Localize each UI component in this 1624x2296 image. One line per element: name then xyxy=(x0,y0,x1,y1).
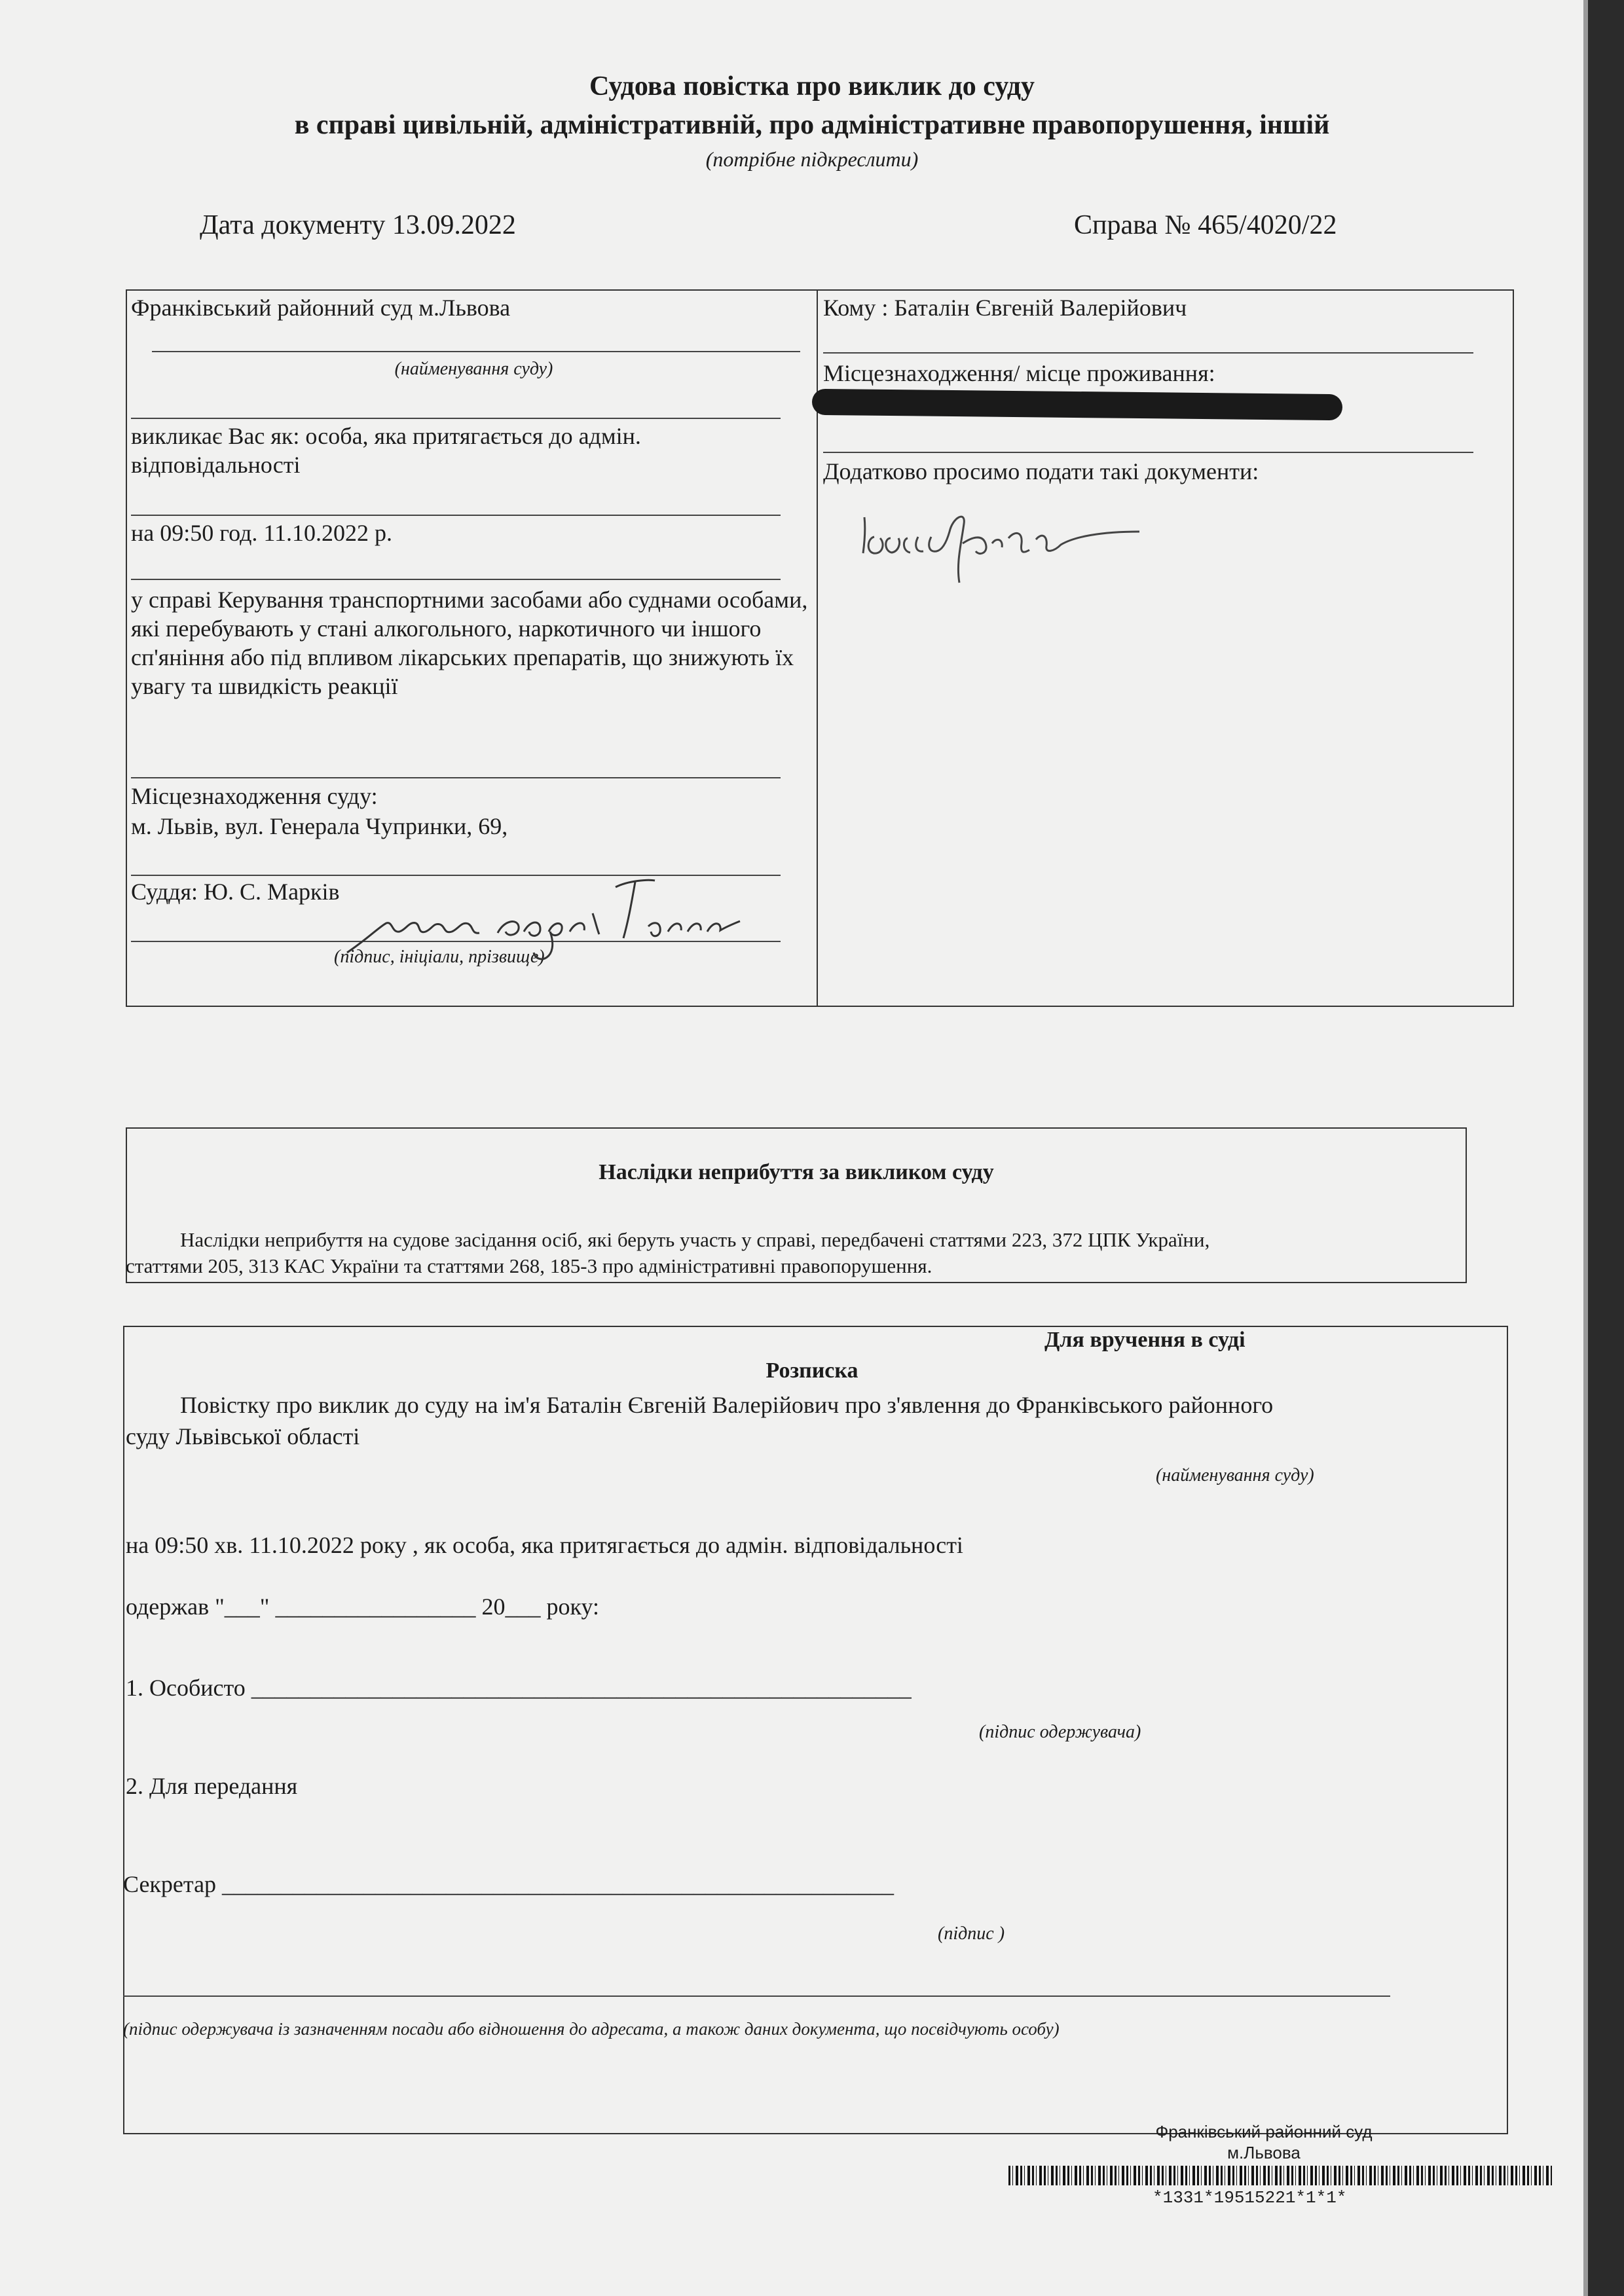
judge-signature-caption: (підпис, ініціали, прізвище) xyxy=(334,947,545,967)
row-divider xyxy=(131,777,781,778)
court-name-underline xyxy=(152,351,800,352)
recipient-name: Кому : Баталін Євгеній Валерійович xyxy=(823,295,1187,321)
court-name: Франківський районний суд м.Львова xyxy=(131,295,511,321)
row-divider xyxy=(131,515,781,516)
address-redaction xyxy=(812,389,1342,420)
receipt-title: Розписка xyxy=(766,1358,858,1383)
receipt-personally-line: 1. Особисто ________________________________________________________ xyxy=(126,1675,912,1701)
handwritten-note xyxy=(851,491,1153,596)
receipt-secretary-line: Секретар _________________________________________________________ xyxy=(123,1871,895,1897)
consequences-text-line2: статтями 205, 313 КАС України та статтями 268, 185-3 про адміністративні правопорушення. xyxy=(126,1254,932,1277)
document-date: Дата документу 13.09.2022 xyxy=(200,210,516,240)
row-divider xyxy=(131,418,781,419)
receipt-for-delivery: Для вручення в суді xyxy=(1044,1328,1246,1352)
row-divider xyxy=(823,452,1473,453)
judge-name: Суддя: Ю. С. Марків xyxy=(131,879,340,905)
receipt-received-line: одержав "___" _________________ 20___ року: xyxy=(126,1594,600,1620)
document-subtitle: в справі цивільній, адміністративній, про адміністративне правопорушення, іншій xyxy=(294,110,1330,140)
consequences-title: Наслідки неприбуття за викликом суду xyxy=(599,1160,994,1184)
case-subject: у справі Керування транспортними засобами або суднами особами, які перебувають у стані алкогольного, наркотичного чи іншого сп'яніння або під впливом лікарських препаратів, що знижують їх увагу та швидкість реакції xyxy=(131,587,808,699)
recipient-underline xyxy=(823,352,1473,354)
document-subtitle-note: (потрібне підкреслити) xyxy=(705,147,919,171)
document-title: Судова повістка про виклик до суду xyxy=(589,71,1035,101)
hearing-time: на 09:50 год. 11.10.2022 р. xyxy=(131,520,393,546)
receipt-footer-caption: (підпис одержувача із зазначенням посади або відношення до адресата, а також даних документа, що посвідчують особу) xyxy=(123,2019,1060,2039)
consequences-text-line1: Наслідки неприбуття на судове засідання осіб, які беруть участь у справі, передбачені статтями 223, 372 ЦПК України, xyxy=(180,1228,1210,1251)
secretary-signature-caption: (підпис ) xyxy=(938,1923,1005,1944)
receipt-for-transfer: 2. Для передання xyxy=(126,1773,298,1799)
barcode-court-line2: м.Львова xyxy=(1227,2143,1301,2162)
row-divider xyxy=(131,579,781,580)
residence-label: Місцезнаходження/ місце проживання: xyxy=(823,360,1215,386)
recipient-signature-caption: (підпис одержувача) xyxy=(979,1722,1141,1742)
barcode-court-line1: Франківський районний суд xyxy=(1155,2122,1373,2141)
receipt-text-line2: суду Львівської області xyxy=(126,1423,360,1449)
receipt-court-caption: (найменування суду) xyxy=(1156,1465,1314,1485)
court-name-caption: (найменування суду) xyxy=(394,359,553,379)
barcode-court-label xyxy=(1139,2121,1388,2163)
court-location: м. Львів, вул. Генерала Чупринки, 69, xyxy=(131,813,508,839)
barcode-number: *1331*19515221*1*1* xyxy=(1153,2188,1347,2208)
extra-documents-label: Додатково просимо подати такі документи: xyxy=(823,458,1259,484)
court-location-label: Місцезнаходження суду: xyxy=(131,783,378,809)
summoned-as: викликає Вас як: особа, яка притягається до адмін. відповідальності xyxy=(131,423,641,478)
receipt-time-line: на 09:50 хв. 11.10.2022 року , як особа, яка притягається до адмін. відповідальності xyxy=(126,1532,963,1558)
judge-signature xyxy=(341,861,747,966)
barcode xyxy=(1008,2166,1552,2185)
case-number: Справа № 465/4020/22 xyxy=(1074,210,1337,240)
page-edge xyxy=(1588,0,1624,2296)
receipt-footer-line xyxy=(123,1995,1390,1997)
receipt-text-line1: Повістку про виклик до суду на ім'я Баталін Євгеній Валерійович про з'явлення до Франківського районного xyxy=(180,1392,1274,1418)
